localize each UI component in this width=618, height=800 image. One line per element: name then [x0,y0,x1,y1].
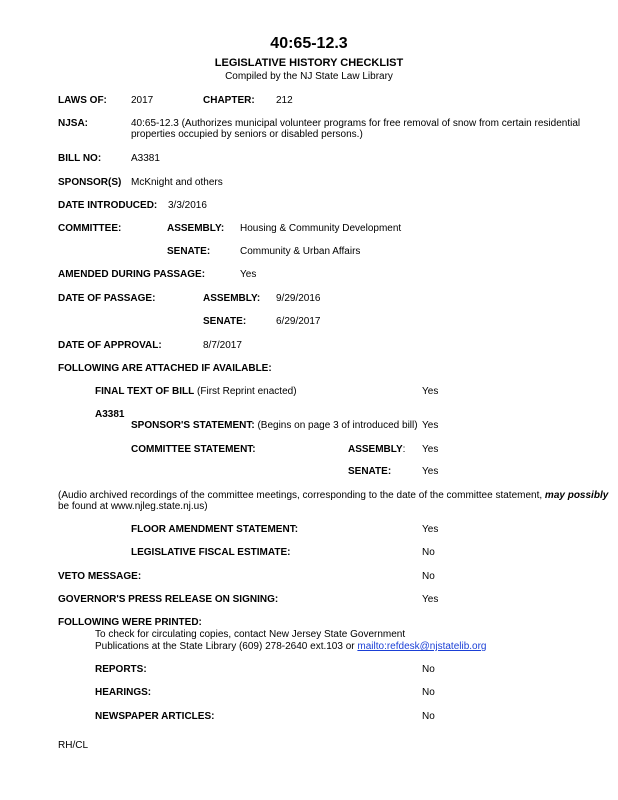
floor-amendment-label: FLOOR AMENDMENT STATEMENT: [131,524,299,535]
refdesk-email-link[interactable]: mailto:refdesk@njstatelib.org [357,641,487,652]
laws-of-value: 2017 [131,95,154,106]
sponsor-statement-row [131,420,418,432]
final-text-value: Yes [422,386,439,397]
committee-statement-assembly-value: Yes [422,444,439,455]
approval-value: 8/7/2017 [203,340,242,351]
committee-statement-assembly-label: ASSEMBLY [348,444,403,455]
committee-label: COMMITTEE: [58,223,122,234]
printed-line-2-text: Publications at the State Library (609) 278-2640 ext.103 or [95,641,358,652]
committee-statement-senate-label: SENATE: [348,466,392,477]
reports-label: REPORTS: [95,664,147,675]
attached-heading: FOLLOWING ARE ATTACHED IF AVAILABLE: [58,363,272,374]
sponsor-statement-note: (Begins on page 3 of introduced bill) [254,420,418,431]
passage-senate-label: SENATE: [203,316,247,327]
newspaper-value: No [422,711,435,722]
hearings-label: HEARINGS: [95,687,152,698]
floor-amendment-value: Yes [422,524,439,535]
citation-title: 40:65-12.3 [270,35,348,52]
sponsor-label: SPONSOR(S) [58,177,122,188]
fiscal-estimate-label: LEGISLATIVE FISCAL ESTIMATE: [131,547,291,558]
footer-initials: RH/CL [58,740,89,751]
date-introduced-label: DATE INTRODUCED: [58,200,158,211]
bill-no-value: A3381 [131,153,160,164]
reports-value: No [422,664,435,675]
passage-senate-value: 6/29/2017 [276,316,321,327]
laws-of-label: LAWS OF: [58,95,107,106]
committee-statement-label: COMMITTEE STATEMENT: [131,444,256,455]
amended-label: AMENDED DURING PASSAGE: [58,269,206,280]
final-text-label: FINAL TEXT OF BILL [95,386,195,397]
passage-label: DATE OF PASSAGE: [58,293,156,304]
final-text-note: (First Reprint enacted) [194,386,297,397]
committee-statement-senate-value: Yes [422,466,439,477]
fiscal-estimate-value: No [422,547,435,558]
hearings-value: No [422,687,435,698]
passage-assembly-label: ASSEMBLY: [203,293,261,304]
approval-label: DATE OF APPROVAL: [58,340,162,351]
chapter-value: 212 [276,95,293,106]
njsa-line-2: properties occupied by seniors or disabled persons.) [131,129,363,140]
printed-heading: FOLLOWING WERE PRINTED: [58,617,202,628]
committee-statement-assembly-colon: : [402,444,406,455]
bill-no-label: BILL NO: [58,153,102,164]
chapter-label: CHAPTER: [203,95,255,106]
veto-value: No [422,571,435,582]
printed-line-1: To check for circulating copies, contact New Jersey State Government [95,629,406,640]
committee-senate-label: SENATE: [167,246,211,257]
sponsor-statement-value: Yes [422,420,439,431]
final-text-row [95,386,297,398]
committee-assembly-value: Housing & Community Development [240,223,402,234]
njsa-label: NJSA: [58,118,89,129]
printed-line-2 [95,641,487,653]
attached-bill-number: A3381 [95,409,125,420]
committee-senate-value: Community & Urban Affairs [240,246,361,257]
veto-label: VETO MESSAGE: [58,571,142,582]
sponsor-statement-label: SPONSOR'S STATEMENT: [131,420,255,431]
audio-note-text: (Audio archived recordings of the committee meetings, corresponding to the date of the committee statement, [58,490,545,501]
date-introduced-value: 3/3/2016 [168,200,207,211]
document-title: LEGISLATIVE HISTORY CHECKLIST [214,57,404,69]
committee-statement-assembly [348,444,405,456]
press-release-value: Yes [422,594,439,605]
press-release-label: GOVERNOR'S PRESS RELEASE ON SIGNING: [58,594,279,605]
compiled-by: Compiled by the NJ State Law Library [225,71,393,82]
newspaper-label: NEWSPAPER ARTICLES: [95,711,215,722]
sponsor-value: McKnight and others [131,177,223,188]
amended-value: Yes [240,269,257,280]
committee-assembly-label: ASSEMBLY: [167,223,225,234]
audio-note-emphasis: may possibly [544,490,609,501]
passage-assembly-value: 9/29/2016 [276,293,321,304]
audio-note-line-2: be found at www.njleg.state.nj.us) [58,501,208,512]
njsa-line-1: 40:65-12.3 (Authorizes municipal volunteer programs for free removal of snow from certain residential [131,118,581,129]
